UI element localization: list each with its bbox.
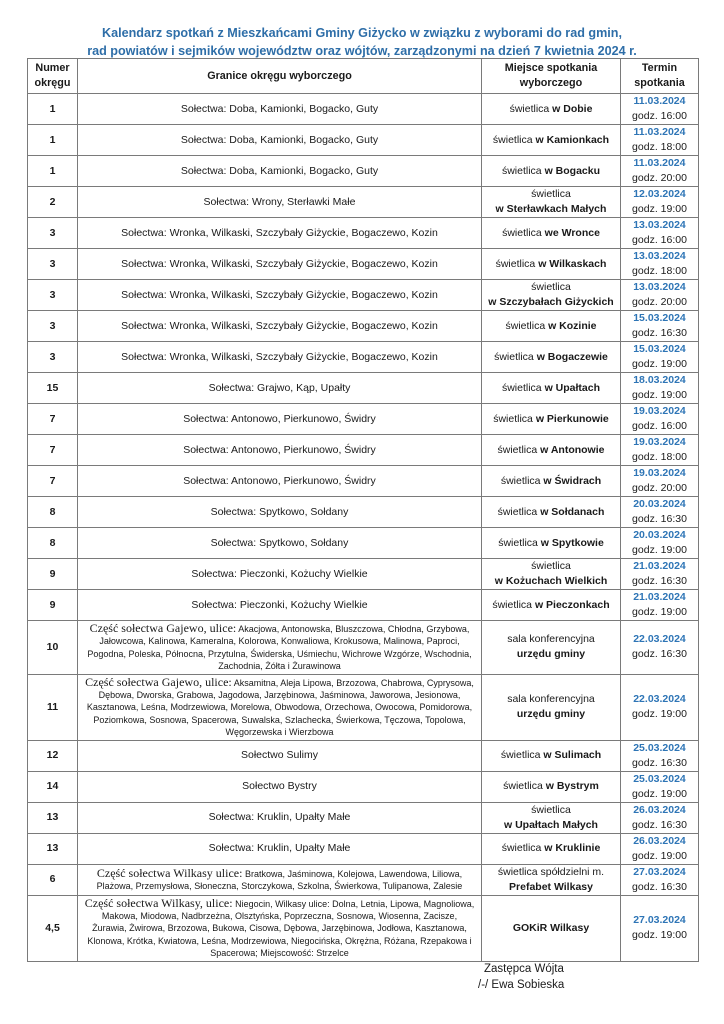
boundaries-text: Sołectwa: Grajwo, Kąp, Upałty: [208, 381, 351, 394]
document-title: [0, 24, 724, 60]
place-prefix: świetlica: [531, 560, 571, 572]
place-name: w Spytkowie: [540, 536, 604, 549]
boundaries-text: Sołectwa: Wronka, Wilkaski, Szczybały Giżyckie, Bogaczewo, Kozin: [121, 350, 438, 363]
meeting-date: 25.03.2024: [633, 772, 686, 785]
district-boundaries: [78, 771, 482, 802]
table-row: [28, 833, 699, 864]
place-name: w Antonowie: [540, 443, 605, 456]
place-prefix: świetlica: [494, 350, 534, 363]
table-row: [28, 621, 699, 675]
meeting-place: [482, 590, 621, 621]
district-number: 1: [28, 94, 78, 125]
district-number: 14: [28, 771, 78, 802]
district-number: 10: [28, 621, 78, 675]
district-number: 12: [28, 740, 78, 771]
meeting-term: [621, 740, 699, 771]
table-row: [28, 187, 699, 218]
boundaries-text: Sołectwa: Doba, Kamionki, Bogacko, Guty: [180, 164, 379, 177]
meeting-date: 15.03.2024: [633, 312, 686, 324]
boundaries-text: Sołectwa: Kruklin, Upałty Małe: [208, 811, 351, 824]
place-prefix: świetlica: [500, 749, 541, 762]
district-number: 7: [28, 404, 78, 435]
boundaries-text: Niegocin, Wilkasy ulice: Dolna, Letnia, Lipowa, Magnoliowa, Makowa, Miodowa, Nadbrzeżna, Olsztyńska, Poprzeczna, Sosnowa, Wiosenna, Zacisze, Żurawia, Żwirowa, Brzozowa, Bukowa, Cisowa, Dębowa, Jarzębinowa, Jodłowa, Kasztanowa, Klonowa, Krótka, Kwiatowa, Leśna, Modrzewiowa, Niegocińska, Okrężna, Różana, Rzepakowa i Spacerowa; Miejscowość: Strzelce: [87, 898, 475, 959]
meeting-date: 19.03.2024: [633, 405, 686, 417]
table-row: [28, 156, 699, 187]
meeting-date: 19.03.2024: [633, 467, 686, 479]
place-prefix: świetlica: [500, 474, 541, 487]
district-boundaries: [78, 187, 482, 218]
meeting-term: [621, 187, 699, 218]
boundaries-text: Aksamitna, Aleja Lipowa, Brzozowa, Chabrowa, Cyprysowa, Dębowa, Dworska, Grabowa, Jagodowa, Jarzębinowa, Jaśminowa, Jaworowa, Jesionowa, Kasztanowa, Leśna, Modrzewiowa, Morelowa, Obwodowa, Orzechowa, Owocowa, Pomidorowa, Poziomkowa, Sosnowa, Spacerowa, Suwalska, Szlachecka, Świerkowa, Tęczowa, Topolowa, Węgorzewska i Wierzbowa: [86, 677, 474, 738]
meeting-time: godz. 19:00: [632, 708, 687, 721]
boundaries-text: Sołectwa: Kruklin, Upałty Małe: [208, 842, 351, 855]
meetings-schedule-table: [27, 58, 699, 962]
table-row: [28, 771, 699, 802]
title-line-2: rad powiatów i sejmików województw oraz wójtów, zarządzonymi na dzień 7 kwietnia 2024 r.: [87, 44, 637, 58]
meeting-time: godz. 16:30: [632, 756, 687, 769]
place-name: w Pierkunowie: [535, 412, 609, 425]
meeting-time: godz. 16:00: [632, 420, 687, 432]
place-prefix: sala konferencyjna: [507, 693, 595, 706]
meeting-date: 13.03.2024: [633, 219, 686, 231]
place-name: w Bogacku: [544, 164, 601, 177]
meeting-time: godz. 16:30: [632, 818, 687, 831]
district-number: 1: [28, 156, 78, 187]
district-boundaries: [78, 218, 482, 249]
district-number: 15: [28, 373, 78, 404]
table-row: [28, 280, 699, 311]
meeting-date: 20.03.2024: [633, 529, 686, 541]
meeting-term: [621, 771, 699, 802]
place-name: w Pieczonkach: [534, 598, 610, 611]
place-prefix: świetlica: [509, 102, 550, 115]
place-prefix: świetlica: [501, 842, 542, 855]
meeting-term: [621, 342, 699, 373]
boundaries-text: Sołectwa: Antonowo, Pierkunowo, Świdry: [183, 474, 376, 487]
boundaries-text: Sołectwa: Wrony, Sterławki Małe: [203, 195, 356, 208]
district-boundaries: [78, 249, 482, 280]
meeting-time: godz. 16:30: [632, 513, 687, 525]
boundaries-text: Sołectwa: Spytkowo, Sołdany: [210, 536, 349, 549]
meeting-date: 11.03.2024: [633, 126, 686, 138]
place-prefix: świetlica: [495, 257, 536, 270]
meeting-date: 26.03.2024: [633, 803, 686, 816]
place-prefix: świetlica: [501, 381, 542, 394]
table-body: [28, 94, 699, 962]
place-prefix: świetlica spółdzielni m.: [497, 865, 605, 878]
place-prefix: świetlica: [531, 803, 571, 816]
meeting-time: godz. 19:00: [632, 389, 687, 401]
meeting-term: [621, 280, 699, 311]
meeting-time: godz. 19:00: [632, 849, 687, 862]
place-name: w Sulimach: [543, 749, 602, 762]
meeting-place: [482, 559, 621, 590]
place-name: GOKiR Wilkasy: [512, 921, 590, 934]
district-boundaries: [78, 497, 482, 528]
signature-role: Zastępca Wójta: [484, 963, 564, 975]
meeting-date: 22.03.2024: [633, 693, 686, 706]
district-number: 4,5: [28, 895, 78, 961]
meeting-date: 21.03.2024: [633, 560, 686, 572]
header-termin-spotkania: Termin spotkania: [621, 59, 699, 94]
boundaries-lead-text: Część sołectwa Gajewo, ulice:: [89, 621, 237, 635]
meeting-time: godz. 19:00: [632, 606, 687, 618]
meeting-term: [621, 528, 699, 559]
meeting-time: godz. 18:00: [632, 141, 687, 153]
boundaries-text: Sołectwa: Spytkowo, Sołdany: [210, 505, 349, 518]
meeting-time: godz. 16:00: [632, 234, 687, 246]
signature-block: [478, 961, 564, 993]
table-row: [28, 895, 699, 961]
meeting-time: godz. 16:30: [632, 327, 687, 339]
district-number: 8: [28, 528, 78, 559]
signature-name: /-/ Ewa Sobieska: [478, 979, 565, 991]
table-row: [28, 94, 699, 125]
meeting-place: [482, 771, 621, 802]
place-name: w Bogaczewie: [536, 350, 608, 363]
boundaries-text: Sołectwa: Doba, Kamionki, Bogacko, Guty: [180, 102, 379, 115]
meeting-date: 26.03.2024: [633, 834, 686, 847]
meeting-date: 27.03.2024: [633, 865, 686, 878]
meeting-time: godz. 16:30: [632, 575, 687, 587]
boundaries-text: Sołectwa: Antonowo, Pierkunowo, Świdry: [183, 412, 376, 425]
place-prefix: świetlica: [497, 443, 538, 456]
place-prefix: sala konferencyjna: [507, 633, 595, 646]
district-boundaries: [78, 373, 482, 404]
meeting-term: [621, 249, 699, 280]
place-name: w Sterławkach Małych: [495, 203, 607, 215]
district-boundaries: [78, 740, 482, 771]
meeting-time: godz. 19:00: [632, 787, 687, 800]
table-header-row: [28, 59, 699, 94]
district-boundaries: [78, 674, 482, 740]
place-name: w Kozinie: [548, 319, 597, 332]
place-prefix: świetlica: [497, 505, 538, 518]
place-name: w Wilkaskach: [538, 257, 607, 270]
district-boundaries: [78, 404, 482, 435]
district-number: 3: [28, 218, 78, 249]
meeting-time: godz. 18:00: [632, 265, 687, 277]
table-row: [28, 590, 699, 621]
district-number: 3: [28, 311, 78, 342]
meeting-time: godz. 16:00: [632, 110, 687, 122]
boundaries-text: Sołectwa: Wronka, Wilkaski, Szczybały Giżyckie, Bogaczewo, Kozin: [121, 288, 438, 301]
meeting-date: 13.03.2024: [633, 250, 686, 262]
place-name: urzędu gminy: [516, 648, 586, 661]
place-name: w Upałtach Małych: [504, 818, 598, 831]
place-prefix: świetlica: [502, 226, 542, 239]
district-boundaries: [78, 156, 482, 187]
meeting-place: [482, 435, 621, 466]
boundaries-text: Sołectwa: Wronka, Wilkaski, Szczybały Giżyckie, Bogaczewo, Kozin: [121, 257, 438, 270]
meeting-term: [621, 833, 699, 864]
meeting-term: [621, 311, 699, 342]
boundaries-text: Sołectwo Bystry: [242, 780, 317, 793]
place-prefix: świetlica: [503, 780, 543, 793]
meeting-place: [482, 156, 621, 187]
district-boundaries: [78, 528, 482, 559]
meeting-place: [482, 187, 621, 218]
boundaries-text: Sołectwo Sulimy: [240, 749, 319, 762]
meeting-term: [621, 466, 699, 497]
meeting-term: [621, 373, 699, 404]
meeting-time: godz. 19:00: [632, 203, 687, 215]
meeting-place: [482, 466, 621, 497]
table-row: [28, 249, 699, 280]
meeting-place: [482, 864, 621, 895]
meeting-place: [482, 280, 621, 311]
meeting-place: [482, 94, 621, 125]
table-row: [28, 404, 699, 435]
meeting-place: [482, 342, 621, 373]
place-name: we Wronce: [544, 226, 600, 239]
meeting-term: [621, 435, 699, 466]
table-row: [28, 559, 699, 590]
meeting-date: 18.03.2024: [633, 374, 686, 386]
meeting-time: godz. 20:00: [632, 296, 687, 308]
meeting-place: [482, 895, 621, 961]
district-number: 6: [28, 864, 78, 895]
meeting-term: [621, 674, 699, 740]
table-row: [28, 864, 699, 895]
table-row: [28, 802, 699, 833]
meeting-place: [482, 497, 621, 528]
meeting-term: [621, 895, 699, 961]
boundaries-text: Bratkowa, Jaśminowa, Kolejowa, Lawendowa, Liliowa, Plażowa, Przemysłowa, Słoneczna, Storczykowa, Szkolna, Świerkowa, Tulipanowa, Zalesie: [96, 868, 463, 892]
district-number: 7: [28, 466, 78, 497]
meeting-term: [621, 802, 699, 833]
place-name: w Bystrym: [545, 780, 599, 793]
meeting-term: [621, 559, 699, 590]
meeting-time: godz. 19:00: [632, 929, 687, 942]
meeting-place: [482, 311, 621, 342]
meeting-date: 27.03.2024: [633, 914, 686, 927]
meeting-term: [621, 621, 699, 675]
table-row: [28, 125, 699, 156]
header-numer-okregu: Numer okręgu: [28, 59, 78, 94]
district-boundaries: [78, 833, 482, 864]
district-number: 11: [28, 674, 78, 740]
boundaries-lead-text: Część sołectwa Gajewo, ulice:: [85, 674, 232, 689]
place-name: w Kruklinie: [544, 842, 601, 855]
meeting-date: 22.03.2024: [633, 633, 686, 646]
meeting-place: [482, 833, 621, 864]
meeting-time: godz. 20:00: [632, 482, 687, 494]
place-prefix: świetlica: [531, 188, 571, 200]
table-row: [28, 528, 699, 559]
place-name: urzędu gminy: [516, 708, 586, 721]
meeting-date: 15.03.2024: [633, 343, 686, 355]
meeting-place: [482, 674, 621, 740]
boundaries-text: Sołectwa: Pieczonki, Kożuchy Wielkie: [191, 567, 368, 580]
table-row: [28, 373, 699, 404]
meeting-term: [621, 497, 699, 528]
meeting-term: [621, 94, 699, 125]
district-boundaries: [78, 621, 482, 675]
table-row: [28, 342, 699, 373]
district-boundaries: [78, 895, 482, 961]
table-row: [28, 740, 699, 771]
place-prefix: świetlica: [492, 598, 533, 611]
district-boundaries: [78, 590, 482, 621]
district-boundaries: [78, 435, 482, 466]
header-miejsce-spotkania: Miejsce spotkania wyborczego: [482, 59, 621, 94]
meeting-place: [482, 373, 621, 404]
boundaries-text: Sołectwa: Pieczonki, Kożuchy Wielkie: [191, 598, 368, 611]
district-boundaries: [78, 311, 482, 342]
district-boundaries: [78, 94, 482, 125]
boundaries-text: Sołectwa: Wronka, Wilkaski, Szczybały Giżyckie, Bogaczewo, Kozin: [121, 319, 438, 332]
district-number: 7: [28, 435, 78, 466]
meeting-term: [621, 404, 699, 435]
place-name: w Szczybałach Giżyckich: [488, 296, 614, 308]
meeting-date: 19.03.2024: [633, 436, 686, 448]
place-name: w Świdrach: [543, 474, 602, 487]
boundaries-lead-text: Część sołectwa Wilkasy ulice:: [96, 865, 243, 880]
place-prefix: świetlica: [501, 164, 542, 177]
meeting-time: godz. 16:30: [632, 648, 687, 661]
district-number: 1: [28, 125, 78, 156]
place-prefix: świetlica: [531, 281, 571, 293]
boundaries-text: Akacjowa, Antonowska, Bluszczowa, Chłodna, Grzybowa, Jałowcowa, Kalinowa, Kameralna, Kolorowa, Konwaliowa, Krokusowa, Malinowa, Paproci, Pogodna, Poleska, Północna, Przytulna, Świderska, Uśmiechu, Wichrowe Wzgórze, Wschodnia, Zachodnia, Żółta i Żurawinowa: [87, 624, 472, 672]
meeting-date: 20.03.2024: [633, 498, 686, 510]
meeting-term: [621, 218, 699, 249]
meeting-term: [621, 590, 699, 621]
district-number: 13: [28, 833, 78, 864]
meeting-place: [482, 249, 621, 280]
meeting-date: 12.03.2024: [633, 188, 686, 200]
district-number: 3: [28, 342, 78, 373]
table-row: [28, 218, 699, 249]
boundaries-text: Sołectwa: Doba, Kamionki, Bogacko, Guty: [180, 133, 379, 146]
table-row: [28, 466, 699, 497]
header-granice-okregu: Granice okręgu wyborczego: [78, 59, 482, 94]
place-name: w Dobie: [552, 102, 593, 115]
title-line-1: Kalendarz spotkań z Mieszkańcami Gminy Giżycko w związku z wyborami do rad gmin,: [102, 26, 622, 40]
district-number: 3: [28, 249, 78, 280]
district-boundaries: [78, 559, 482, 590]
place-name: w Upałtach: [544, 381, 601, 394]
meeting-date: 25.03.2024: [633, 741, 686, 754]
meeting-place: [482, 404, 621, 435]
meeting-place: [482, 125, 621, 156]
place-name: Prefabet Wilkasy: [509, 880, 593, 893]
district-boundaries: [78, 864, 482, 895]
district-number: 9: [28, 590, 78, 621]
place-name: w Kożuchach Wielkich: [494, 575, 608, 587]
district-number: 9: [28, 559, 78, 590]
district-number: 13: [28, 802, 78, 833]
meeting-place: [482, 740, 621, 771]
place-name: w Kamionkach: [535, 133, 610, 146]
boundaries-lead-text: Część sołectwa Wilkasy, ulice:: [84, 895, 233, 910]
district-boundaries: [78, 466, 482, 497]
meeting-time: godz. 16:30: [632, 880, 687, 893]
meeting-time: godz. 19:00: [632, 358, 687, 370]
meeting-time: godz. 19:00: [632, 544, 687, 556]
meeting-place: [482, 218, 621, 249]
place-prefix: świetlica: [505, 319, 546, 332]
meeting-place: [482, 621, 621, 675]
meeting-term: [621, 125, 699, 156]
boundaries-text: Sołectwa: Antonowo, Pierkunowo, Świdry: [183, 443, 376, 456]
meeting-date: 11.03.2024: [633, 157, 686, 169]
meeting-time: godz. 18:00: [632, 451, 687, 463]
place-name: w Sołdanach: [540, 505, 605, 518]
table-row: [28, 435, 699, 466]
district-boundaries: [78, 125, 482, 156]
district-boundaries: [78, 342, 482, 373]
meeting-term: [621, 864, 699, 895]
meeting-place: [482, 528, 621, 559]
meeting-date: 21.03.2024: [633, 591, 686, 603]
place-prefix: świetlica: [498, 536, 538, 549]
table-row: [28, 497, 699, 528]
meeting-date: 11.03.2024: [633, 95, 686, 107]
district-number: 3: [28, 280, 78, 311]
table-row: [28, 674, 699, 740]
place-prefix: świetlica: [493, 412, 533, 425]
district-number: 8: [28, 497, 78, 528]
district-boundaries: [78, 280, 482, 311]
meeting-time: godz. 20:00: [632, 172, 687, 184]
meeting-term: [621, 156, 699, 187]
place-prefix: świetlica: [492, 133, 533, 146]
boundaries-text: Sołectwa: Wronka, Wilkaski, Szczybały Giżyckie, Bogaczewo, Kozin: [121, 226, 438, 239]
table-row: [28, 311, 699, 342]
meeting-place: [482, 802, 621, 833]
district-boundaries: [78, 802, 482, 833]
meeting-date: 13.03.2024: [633, 281, 686, 293]
district-number: 2: [28, 187, 78, 218]
